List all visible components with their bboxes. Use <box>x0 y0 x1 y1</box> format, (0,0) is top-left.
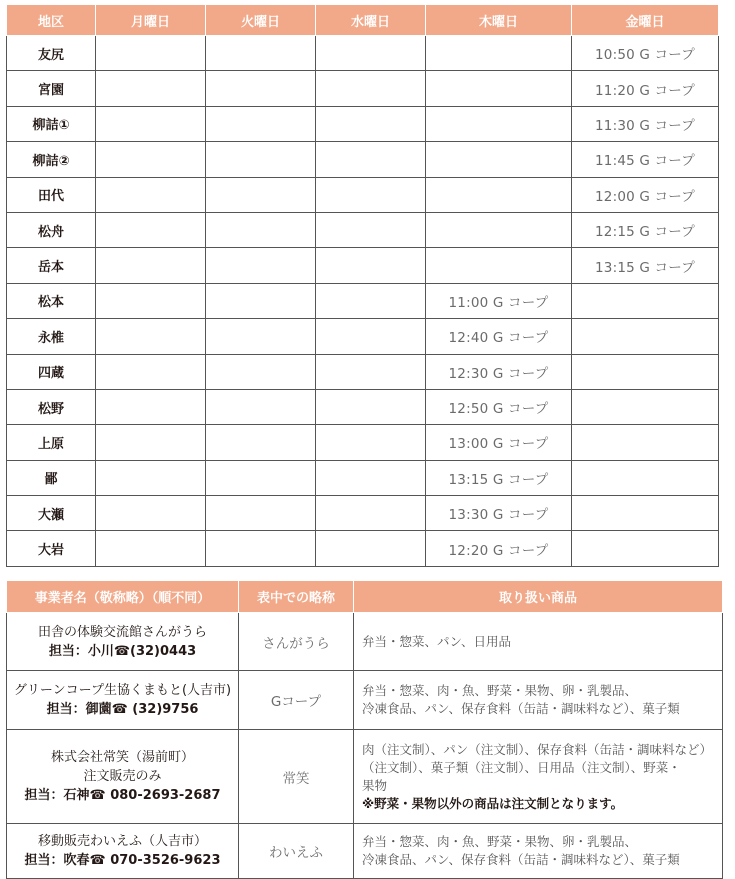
schedule-row <box>7 531 719 566</box>
thursday-cell: 12:40 G コープ <box>426 319 572 354</box>
friday-cell <box>572 283 719 318</box>
vendor-header-row <box>7 581 723 613</box>
tuesday-cell <box>206 389 316 424</box>
schedule-row <box>7 36 719 71</box>
vendor-row <box>7 671 723 730</box>
area-cell: 田代 <box>7 177 96 212</box>
monday-cell <box>96 177 206 212</box>
tuesday-cell <box>206 71 316 106</box>
tuesday-cell <box>206 425 316 460</box>
wednesday-cell <box>316 177 426 212</box>
wednesday-cell <box>316 36 426 71</box>
goods-line: 弁当・惣菜、パン、日用品 <box>362 633 512 649</box>
vendor-name-line: 移動販売わいえふ（人吉市） <box>37 834 207 849</box>
friday-cell <box>572 319 719 354</box>
tuesday-cell <box>206 177 316 212</box>
tuesday-cell <box>206 106 316 141</box>
vendor-abbreviation: わいえふ <box>239 824 354 879</box>
area-cell: 柳詰② <box>7 142 96 177</box>
vendor-row <box>7 613 723 671</box>
wednesday-cell <box>316 460 426 495</box>
schedule-row <box>7 319 719 354</box>
monday-cell <box>96 389 206 424</box>
area-cell: 友尻 <box>7 36 96 71</box>
schedule-row <box>7 142 719 177</box>
tuesday-cell <box>206 460 316 495</box>
vendor-goods-cell <box>354 671 723 730</box>
schedule-row <box>7 177 719 212</box>
friday-cell: 13:15 G コープ <box>572 248 719 283</box>
friday-cell <box>572 354 719 389</box>
thursday-cell: 12:30 G コープ <box>426 354 572 389</box>
vendor-abbreviation: さんがうら <box>239 613 354 671</box>
vendor-abbreviation: Gコープ <box>239 671 354 730</box>
thursday-cell: 12:20 G コープ <box>426 531 572 566</box>
schedule-body <box>7 36 719 567</box>
area-cell: 松本 <box>7 283 96 318</box>
vendor-body <box>7 613 723 879</box>
wednesday-cell <box>316 71 426 106</box>
tuesday-cell <box>206 531 316 566</box>
vendor-name-cell <box>7 671 239 730</box>
friday-cell <box>572 496 719 531</box>
monday-cell <box>96 460 206 495</box>
vendor-contact: 担当：小川☎(32)0443 <box>48 643 197 659</box>
monday-cell <box>96 283 206 318</box>
wednesday-cell <box>316 106 426 141</box>
tuesday-cell <box>206 142 316 177</box>
friday-cell <box>572 425 719 460</box>
vendor-goods-cell <box>354 613 723 671</box>
area-cell: 鄙 <box>7 460 96 495</box>
goods-line: 冷凍食品、パン、保存食料（缶詰・調味料など）、菓子類 <box>362 701 680 716</box>
friday-cell: 11:20 G コープ <box>572 71 719 106</box>
goods-line: 弁当・惣菜、肉・魚、野菜・果物、卵・乳製品、 <box>362 834 638 849</box>
thursday-cell: 12:50 G コープ <box>426 389 572 424</box>
wednesday-cell <box>316 319 426 354</box>
vendor-name-cell <box>7 613 239 671</box>
schedule-row <box>7 496 719 531</box>
friday-cell: 12:15 G コープ <box>572 212 719 247</box>
monday-cell <box>96 248 206 283</box>
goods-line: （注文制）、菓子類（注文制）、日用品（注文制）、野菜・ <box>362 759 681 775</box>
header-monday: 月曜日 <box>96 5 206 36</box>
tuesday-cell <box>206 319 316 354</box>
monday-cell <box>96 319 206 354</box>
wednesday-cell <box>316 283 426 318</box>
vendor-name-line: 注文販売のみ <box>83 769 162 784</box>
monday-cell <box>96 36 206 71</box>
monday-cell <box>96 354 206 389</box>
friday-cell: 11:30 G コープ <box>572 106 719 141</box>
schedule-row <box>7 354 719 389</box>
area-cell: 岳本 <box>7 248 96 283</box>
header-vendor-name: 事業者名（敬称略）（順不同） <box>7 581 239 613</box>
header-goods: 取り扱い商品 <box>354 581 723 613</box>
tuesday-cell <box>206 36 316 71</box>
vendor-name-cell <box>7 730 239 824</box>
area-cell: 上原 <box>7 425 96 460</box>
friday-cell <box>572 460 719 495</box>
vendor-row <box>7 730 723 824</box>
header-wednesday: 水曜日 <box>316 5 426 36</box>
schedule-row <box>7 460 719 495</box>
thursday-cell <box>426 36 572 71</box>
vendor-row <box>7 824 723 879</box>
thursday-cell: 11:00 G コープ <box>426 283 572 318</box>
area-cell: 永椎 <box>7 319 96 354</box>
vendor-contact: 担当：吹春☎ 070-3526-9623 <box>24 853 221 868</box>
schedule-table <box>6 4 719 567</box>
area-cell: 大岩 <box>7 531 96 566</box>
monday-cell <box>96 496 206 531</box>
schedule-row <box>7 389 719 424</box>
wednesday-cell <box>316 389 426 424</box>
monday-cell <box>96 106 206 141</box>
friday-cell: 11:45 G コープ <box>572 142 719 177</box>
area-cell: 四蔵 <box>7 354 96 389</box>
goods-line: 冷凍食品、パン、保存食料（缶詰・調味料など）、菓子類 <box>362 852 680 867</box>
wednesday-cell <box>316 496 426 531</box>
monday-cell <box>96 142 206 177</box>
schedule-row <box>7 71 719 106</box>
area-cell: 宮園 <box>7 71 96 106</box>
goods-line: 弁当・惣菜、肉・魚、野菜・果物、卵・乳製品、 <box>362 683 638 698</box>
thursday-cell: 13:00 G コープ <box>426 425 572 460</box>
monday-cell <box>96 212 206 247</box>
monday-cell <box>96 531 206 566</box>
schedule-row <box>7 425 719 460</box>
area-cell: 大瀬 <box>7 496 96 531</box>
thursday-cell <box>426 212 572 247</box>
vendor-contact: 担当：石神☎ 080-2693-2687 <box>24 788 221 803</box>
schedule-row <box>7 283 719 318</box>
vendor-abbreviation: 常笑 <box>239 730 354 824</box>
vendor-name-line: 株式会社常笑（湯前町） <box>50 750 194 765</box>
area-cell: 松野 <box>7 389 96 424</box>
wednesday-cell <box>316 425 426 460</box>
goods-line: 肉（注文制）、パン（注文制）、保存食料（缶詰・調味料など） <box>362 741 713 757</box>
tuesday-cell <box>206 212 316 247</box>
thursday-cell: 13:30 G コープ <box>426 496 572 531</box>
vendor-name-line: 田舎の体験交流館さんがうら <box>37 624 207 640</box>
thursday-cell <box>426 106 572 141</box>
thursday-cell: 13:15 G コープ <box>426 460 572 495</box>
tuesday-cell <box>206 496 316 531</box>
wednesday-cell <box>316 531 426 566</box>
goods-line: 果物 <box>362 777 388 793</box>
thursday-cell <box>426 142 572 177</box>
schedule-row <box>7 248 719 283</box>
monday-cell <box>96 425 206 460</box>
area-cell: 柳詰① <box>7 106 96 141</box>
wednesday-cell <box>316 354 426 389</box>
area-cell: 松舟 <box>7 212 96 247</box>
vendor-goods-cell <box>354 824 723 879</box>
schedule-header-row <box>7 5 719 36</box>
thursday-cell <box>426 248 572 283</box>
header-friday: 金曜日 <box>572 5 719 36</box>
friday-cell: 12:00 G コープ <box>572 177 719 212</box>
tuesday-cell <box>206 283 316 318</box>
header-tuesday: 火曜日 <box>206 5 316 36</box>
thursday-cell <box>426 71 572 106</box>
vendor-goods-cell <box>354 730 723 824</box>
vendor-table <box>6 580 723 879</box>
tuesday-cell <box>206 354 316 389</box>
friday-cell <box>572 389 719 424</box>
header-abbreviation: 表中での略称 <box>239 581 354 613</box>
wednesday-cell <box>316 248 426 283</box>
wednesday-cell <box>316 142 426 177</box>
schedule-row <box>7 106 719 141</box>
monday-cell <box>96 71 206 106</box>
wednesday-cell <box>316 212 426 247</box>
goods-note: ※野菜・果物以外の商品は注文制となります。 <box>362 795 624 811</box>
vendor-name-line: グリーンコープ生協くまもと(人吉市) <box>13 683 232 698</box>
vendor-name-cell <box>7 824 239 879</box>
thursday-cell <box>426 177 572 212</box>
schedule-row <box>7 212 719 247</box>
friday-cell: 10:50 G コープ <box>572 36 719 71</box>
header-thursday: 木曜日 <box>426 5 572 36</box>
vendor-contact: 担当：御薗☎ (32)9756 <box>46 702 199 717</box>
header-area: 地区 <box>7 5 96 36</box>
tuesday-cell <box>206 248 316 283</box>
friday-cell <box>572 531 719 566</box>
